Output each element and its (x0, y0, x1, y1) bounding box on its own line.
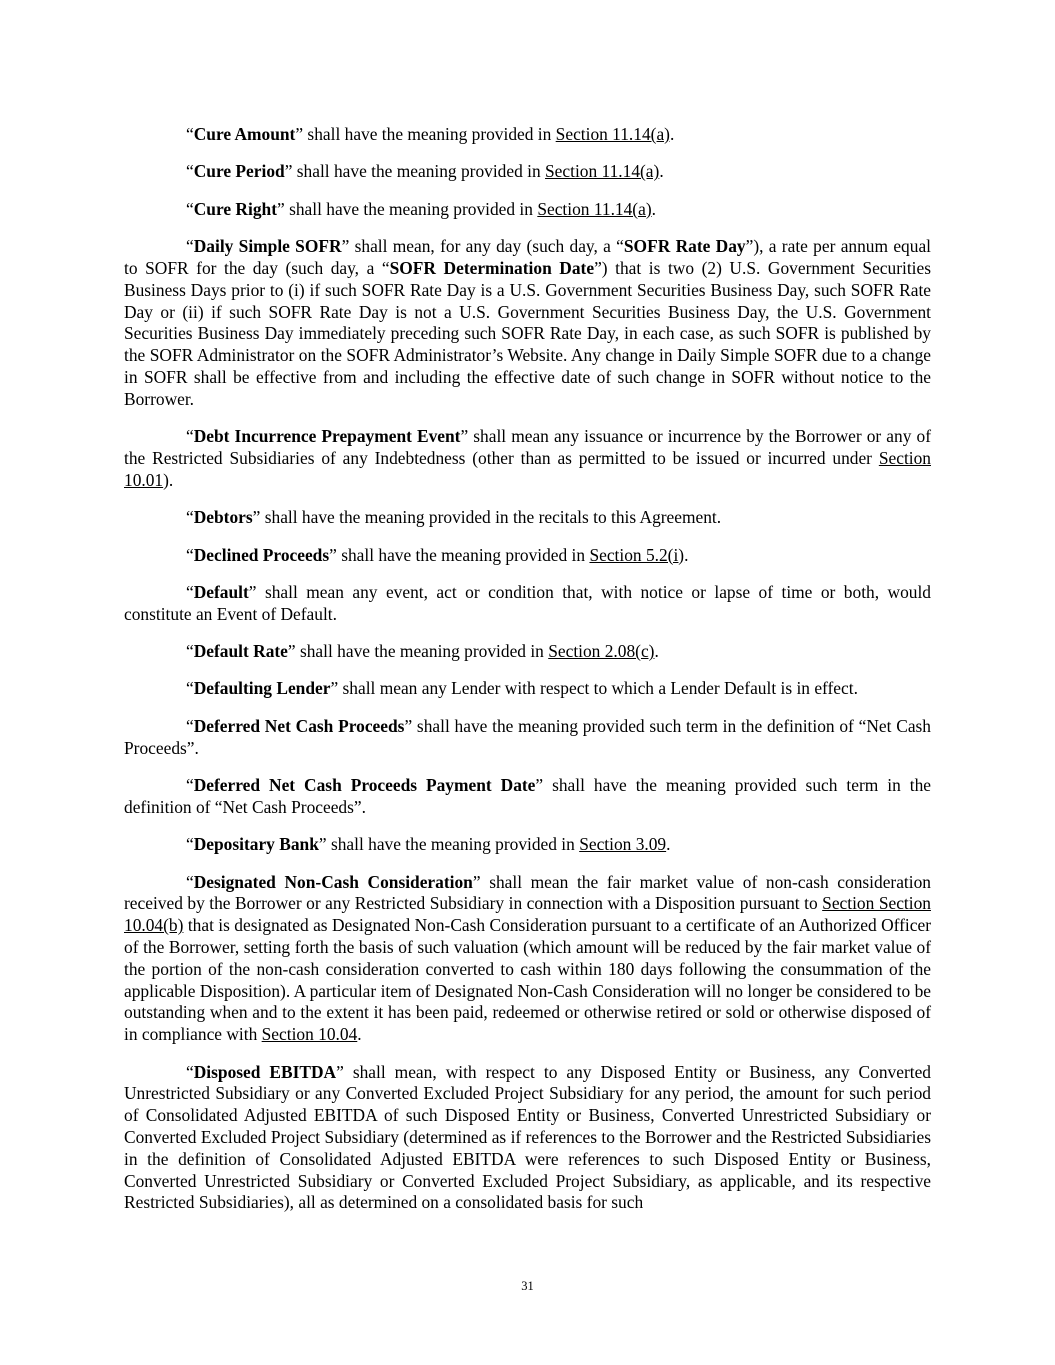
definition-text: “ (186, 775, 194, 796)
defined-term: Deferred Net Cash Proceeds Payment Date (193, 775, 536, 796)
definition-text: “ (186, 834, 194, 855)
section-reference: Section 5.2(i) (589, 544, 685, 565)
definition-text: ” shall have the meaning provided in (284, 161, 546, 182)
definition-text: . (669, 124, 675, 144)
defined-term: Cure Amount (193, 124, 296, 144)
definition-text: ” shall have the meaning provided in (277, 198, 538, 219)
definition-text: ” shall have the meaning provided such term in the definition of “Net Cash Proceeds”. (124, 715, 931, 758)
definition-text: ” shall mean, with respect to any Disposed Entity or Business, any Converted Unrestricted Subsidiary or any Converted Excluded Project Subsidiary for any period, the amount for such period of Consolidated Adjusted EBITDA of such Disposed Entity or Business, Converted Unrestricted Subsidiary or Converted Excluded Project Subsidiary (determined as if references to the Borrower and the Restricted Subsidiaries in the definition of Consolidated Adjusted EBITDA were references to such Disposed Entity or Business, Converted Unrestricted Subsidiary or Converted Excluded Project Subsidiary, as applicable, and its respective Restricted Subsidiaries), all as determined on a consolidated basis for such (124, 1061, 931, 1213)
defined-term: Default (193, 581, 249, 602)
definition-text: . (651, 198, 656, 219)
section-reference: Section 10.01 (124, 447, 931, 490)
defined-term: Declined Proceeds (193, 544, 330, 565)
definition-text: ” shall mean any Lender with respect to which a Lender Default is in effect. (330, 678, 858, 699)
definition-paragraph (124, 834, 931, 856)
definition-text: “ (186, 236, 194, 257)
definition-paragraph (124, 426, 931, 491)
definition-text: ” shall have the meaning provided in (287, 641, 549, 662)
defined-term: SOFR Determination Date (389, 257, 595, 278)
definition-text: “ (186, 198, 194, 219)
definition-paragraph (124, 507, 931, 529)
definition-text: “ (186, 641, 194, 662)
definition-text: “ (186, 678, 194, 699)
definition-text: ” shall have the meaning provided in (318, 834, 580, 855)
definition-text: ” shall have the meaning provided in (329, 544, 590, 565)
definition-text: “ (186, 715, 194, 736)
defined-term: Debt Incurrence Prepayment Event (193, 426, 461, 447)
definition-text: “ (186, 871, 194, 892)
definition-text: . (654, 641, 659, 662)
section-reference: Section 11.14(a) (545, 161, 660, 182)
definition-text: “ (186, 426, 194, 447)
definition-paragraph (124, 872, 931, 1046)
definition-text: “ (186, 161, 194, 182)
definition-text: that is designated as Designated Non-Cash Consideration pursuant to a certificate of an Authorized Officer of the Borrower, setting forth the basis of such valuation (which amount will be reduced by the fair market value of the portion of the non-cash consideration converted to cash within 180 days following the consummation of the applicable Disposition). A particular item of Designated Non-Cash Consideration will no longer be considered to be outstanding when and to the extent it has been paid, redeemed or otherwise retired or sold or otherwise disposed of in compliance with (124, 915, 931, 1045)
definition-text: “ (186, 507, 194, 528)
page-number: 31 (521, 1279, 534, 1293)
section-reference: Section 11.14(a) (555, 124, 670, 144)
defined-term: Daily Simple SOFR (193, 236, 342, 257)
defined-term: Defaulting Lender (193, 678, 331, 699)
definition-text: . (684, 544, 689, 565)
section-reference: Section 2.08(c) (548, 641, 655, 662)
definition-text: ” shall have the meaning provided in (295, 124, 556, 144)
definition-paragraph (124, 236, 931, 410)
definition-text: ” shall mean the fair market value of non-cash consideration received by the Borrower or any Restricted Subsidiary in connection with a Disposition pursuant to (124, 871, 931, 914)
definition-text: ). (163, 469, 174, 490)
definition-text: ” shall mean any issuance or incurrence by the Borrower or any of the Restricted Subsidiaries of any Indebtedness (other than as permitted to be issued or incurred under (124, 426, 931, 468)
definition-text: “ (186, 1061, 194, 1082)
section-reference: Section 3.09 (579, 834, 667, 855)
document-body (124, 124, 931, 1230)
definition-text: . (666, 834, 671, 855)
definition-paragraph (124, 716, 931, 760)
definition-text: ” shall have the meaning provided such term in the definition of “Net Cash Proceeds”. (124, 775, 931, 817)
definition-text: . (357, 1024, 362, 1045)
definition-paragraph (124, 641, 931, 663)
section-reference: Section 10.04 (261, 1024, 358, 1045)
definition-paragraph (124, 124, 931, 146)
defined-term: Cure Right (193, 198, 277, 219)
definition-text: “ (186, 124, 194, 144)
defined-term: SOFR Rate Day (623, 236, 746, 257)
definition-text: ” shall mean, for any day (such day, a “ (341, 236, 624, 257)
section-reference: Section Section 10.04(b) (124, 893, 931, 936)
definition-text: ” shall have the meaning provided in the recitals to this Agreement. (252, 507, 722, 528)
definition-paragraph (124, 582, 931, 626)
definition-text: “ (186, 581, 194, 602)
defined-term: Default Rate (193, 641, 288, 662)
defined-term: Depositary Bank (193, 834, 319, 855)
definition-text: ” shall mean any event, act or condition that, with notice or lapse of time or both, would constitute an Event of Default. (124, 581, 931, 624)
section-reference: Section 11.14(a) (537, 198, 652, 219)
defined-term: Disposed EBITDA (193, 1061, 337, 1082)
definition-paragraph (124, 775, 931, 819)
definition-paragraph (124, 678, 931, 700)
defined-term: Deferred Net Cash Proceeds (193, 715, 405, 736)
definition-paragraph (124, 545, 931, 567)
definition-text: “ (186, 544, 194, 565)
definition-paragraph (124, 199, 931, 221)
definition-text: ”) that is two (2) U.S. Government Securities Business Days prior to (i) if such SOFR Rate Day is a U.S. Government Securities Business Day, such SOFR Rate Day or (ii) if such SOFR Rate Day is not a U.S. Government Securities Business Day, the U.S. Government Securities Business Day immediately preceding such SOFR Rate Day, in each case, as such SOFR is published by the SOFR Administrator on the SOFR Administrator’s Website. Any change in Daily Simple SOFR due to a change in SOFR shall be effective from and including the effective date of such change in SOFR without notice to the Borrower. (124, 257, 931, 409)
definition-text: ”), a rate per annum equal to SOFR for the day (such day, a “ (124, 236, 931, 278)
defined-term: Cure Period (193, 161, 285, 182)
defined-term: Debtors (193, 507, 253, 528)
definition-text: . (659, 161, 664, 182)
definition-paragraph (124, 161, 931, 183)
definition-paragraph (124, 1062, 931, 1215)
defined-term: Designated Non-Cash Consideration (193, 871, 473, 892)
